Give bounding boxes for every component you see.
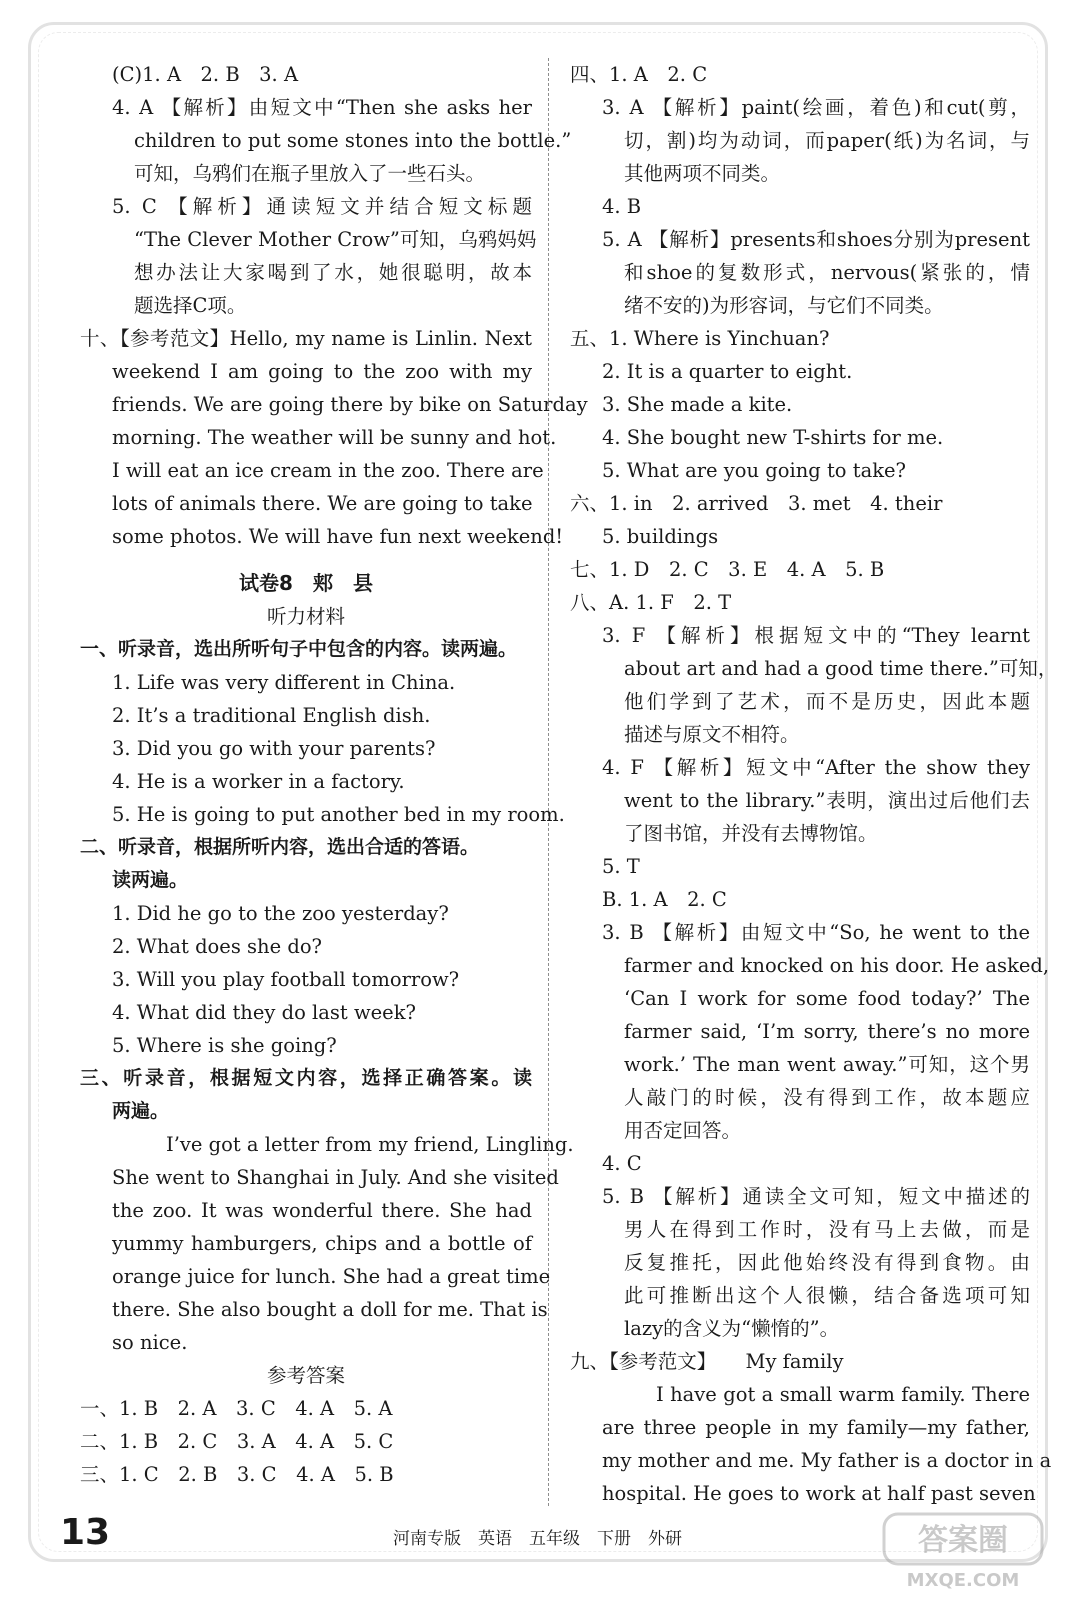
answer-line: 五、1. Where is Yinchuan? [570,327,830,350]
answer-line: 3. She made a kite. [602,393,793,416]
answer-line: 4. A 【解析】由短文中“Then she asks her [112,96,532,119]
sample-essay-line: are three people in my family—my father, [602,1416,1030,1439]
answer-line: 绪不安的)为形容词，与它们不同类。 [624,294,944,317]
passage-line: She went to Shanghai in July. And she visited [112,1166,559,1189]
script-line: 3. Will you play football tomorrow? [112,968,460,991]
question-heading: 读两遍。 [112,869,189,891]
answer-line: 用否定回答。 [624,1119,742,1142]
answer-line: 4. F 【解析】短文中“After the show they [602,756,1030,779]
passage-line: there. She also bought a doll for me. That is [112,1298,548,1321]
passage-line: I’ve got a letter from my friend, Lingling. [166,1133,574,1156]
answer-line: 八、A. 1. F 2. T [570,591,732,614]
script-line: 4. He is a worker in a factory. [112,770,405,793]
answer-line: 4. She bought new T-shirts for me. [602,426,944,449]
book-info: 河南专版 英语 五年级 下册 外研 [393,1529,682,1549]
answer-line: 2. It is a quarter to eight. [602,360,853,383]
answer-line: 5. C 【解析】通读短文并结合短文标题 [112,195,532,218]
answer-line: 七、1. D 2. C 3. E 4. A 5. B [570,558,885,581]
answer-line: 六、1. in 2. arrived 3. met 4. their [570,492,943,515]
section-heading: 听力材料 [266,605,345,628]
watermark-logo [878,1506,1048,1596]
sample-essay-line: I will eat an ice cream in the zoo. There are [112,459,544,482]
passage-line: the zoo. It was wonderful there. She had [112,1199,532,1222]
question-heading: 一、听录音，选出所听句子中包含的内容。读两遍。 [80,638,518,660]
sample-essay-line: morning. The weather will be sunny and hot. [112,426,557,449]
answer-line: 其他两项不同类。 [624,162,781,185]
answer-key-line: 一、1. B 2. A 3. C 4. A 5. A [80,1397,393,1420]
answer-line: 题选择C项。 [134,294,247,317]
sample-essay-line: some photos. We will have fun next weekend! [112,525,564,548]
question-heading: 二、听录音，根据所听内容，选出合适的答语。 [80,836,480,858]
answer-key-line: 三、1. C 2. B 3. C 4. A 5. B [80,1463,394,1486]
sample-essay-line: 九、【参考范文】 My family [570,1350,844,1373]
answer-line: 反复推托，因此他始终没有得到食物。由 [624,1251,1030,1274]
script-line: 2. What does she do? [112,935,323,958]
svg-text:答案圈: 答案圈 [918,1523,1008,1558]
answer-line: ‘Can I work for some food today?’ The [624,987,1030,1010]
answer-line: 了图书馆，并没有去博物馆。 [624,822,878,845]
svg-text:MXQE.COM: MXQE.COM [906,1570,1020,1591]
sample-essay-line: lots of animals there. We are going to take [112,492,533,515]
sample-essay-line: my mother and me. My father is a doctor in a [602,1449,1052,1472]
answer-line: children to put some stones into the bottle.” [134,129,572,152]
answer-line: 5. A 【解析】presents和shoes分别为present [602,228,1030,251]
script-line: 3. Did you go with your parents? [112,737,436,760]
answer-line: went to the library.”表明，演出过后他们去 [624,789,1030,812]
answer-line: B. 1. A 2. C [602,888,727,911]
answer-line: 3. B 【解析】由短文中“So, he went to the [602,921,1030,944]
answer-line: 4. C [602,1152,642,1175]
answer-line: 他们学到了艺术，而不是历史，因此本题 [624,690,1030,713]
passage-line: so nice. [112,1331,188,1354]
left-column [80,58,588,1491]
script-line: 5. Where is she going? [112,1034,337,1057]
answer-line: 3. F 【解析】根据短文中的“They learnt [602,624,1030,647]
answer-line: 想办法让大家喝到了水，她很聪明，故本 [134,261,532,284]
answer-line: 人敲门的时候，没有得到工作，故本题应 [624,1086,1030,1109]
answer-line: 切，割)均为动词，而paper(纸)为名词，与 [624,129,1030,152]
answer-line: 3. A 【解析】paint(绘画，着色)和cut(剪， [602,96,1030,119]
script-line: 4. What did they do last week? [112,1001,416,1024]
answer-line: farmer and knocked on his door. He asked, [624,954,1050,977]
answer-line: 5. buildings [602,525,719,548]
sample-essay-line: friends. We are going there by bike on Saturday [112,393,588,416]
passage-line: yummy hamburgers, chips and a bottle of [112,1232,532,1255]
answer-line: 描述与原文不相符。 [624,723,800,746]
sample-essay-line: weekend I am going to the zoo with my [112,360,532,383]
right-column [570,58,1058,1510]
answer-key-line: 二、1. B 2. C 3. A 4. A 5. C [80,1430,394,1453]
answer-line: 四、1. A 2. C [570,63,708,86]
passage-line: orange juice for lunch. She had a great time [112,1265,551,1288]
answer-line: about art and had a good time there.”可知， [624,657,1058,680]
paper-title: 试卷8 郏 县 [239,571,373,595]
answer-line: 5. What are you going to take? [602,459,907,482]
answer-line: (C)1. A 2. B 3. A [112,63,299,86]
answer-line: 4. B [602,195,642,218]
script-line: 1. Life was very different in China. [112,671,456,694]
page-number: 13 [60,1512,111,1553]
answer-line: 此可推断出这个人很懒，结合备选项可知 [624,1284,1030,1307]
answer-line: “The Clever Mother Crow”可知，乌鸦妈妈 [134,228,537,251]
sample-essay-line: 十、【参考范文】Hello, my name is Linlin. Next [80,327,532,350]
script-line: 2. It’s a traditional English dish. [112,704,431,727]
answer-line: lazy的含义为“懒惰的”。 [624,1317,840,1340]
script-line: 5. He is going to put another bed in my room. [112,803,565,826]
answer-line: farmer said, ‘I’m sorry, there’s no more [624,1020,1030,1043]
section-heading: 参考答案 [266,1364,345,1387]
sample-essay-line: I have got a small warm family. There [656,1383,1030,1406]
script-line: 1. Did he go to the zoo yesterday? [112,902,449,925]
answer-line: 和shoe的复数形式，nervous(紧张的，情 [624,261,1030,284]
question-heading: 两遍。 [112,1100,170,1122]
answer-line: 5. T [602,855,640,878]
answer-line: 男人在得到工作时，没有马上去做，而是 [624,1218,1030,1241]
answer-line: work.’ The man went away.”可知，这个男 [624,1053,1030,1076]
sample-essay-line: hospital. He goes to work at half past seven [602,1482,1036,1505]
question-heading: 三、听录音，根据短文内容，选择正确答案。读 [80,1067,532,1089]
answer-line: 5. B 【解析】通读全文可知，短文中描述的 [602,1185,1030,1208]
answer-line: 可知，乌鸦们在瓶子里放入了一些石头。 [134,162,486,185]
